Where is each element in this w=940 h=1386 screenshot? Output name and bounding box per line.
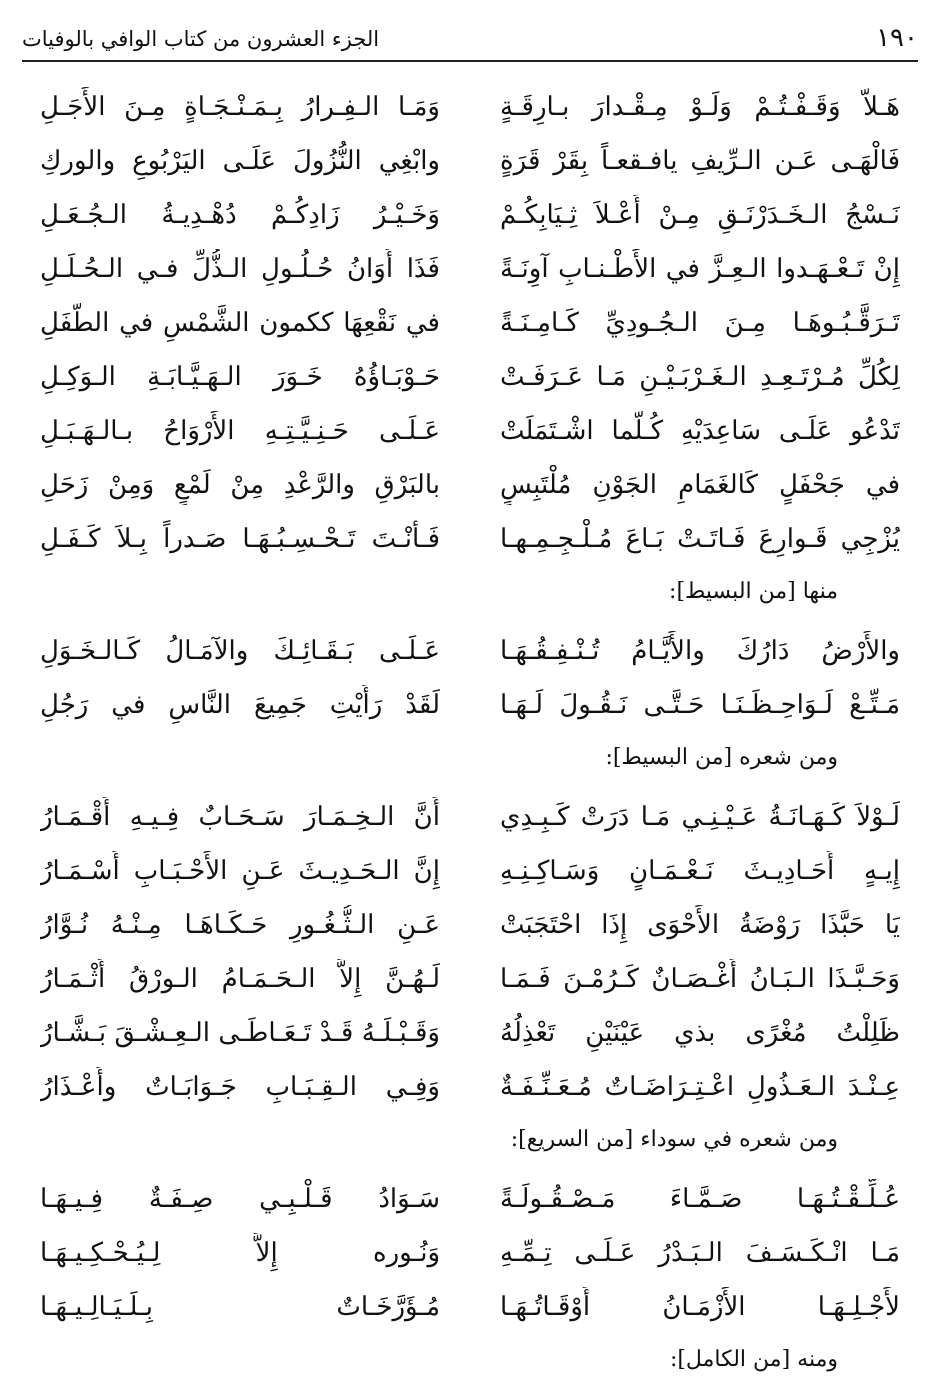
verse-first-hemistich: وَحَـبَّـذَا الـبَـانُ أَغْـصَـانٌ كَـرُمْـنَ فَـمَـا [500,964,900,994]
verse-first-hemistich: إِنْ تَـعْـهَـدوا الـعِـزَّ في الأَطْـنـابِ آوِنَـةً [500,254,900,284]
verse-second-hemistich: عَـلَـى بَـقَـائِـكَ والآمَـالُ كَـالـخَـوَلِ [40,636,440,666]
verse-second-hemistich: حَـوْبَـاؤُهُ خَـوَرَ الـهَـيَّـابَـةِ الـوَكِـلِ [40,362,440,392]
verse-first-hemistich: في جَحْفَلٍ كَالغَمَامِ الجَوْنِ مُلْتَبِسٍ [500,470,900,500]
verse-line [40,1006,900,1060]
verse-first-hemistich: يَا حَبَّذَا رَوْضَةُ الأَحْوَى إِذَا احْتَجَبَتْ [500,910,900,940]
page-header [22,18,918,62]
verse-first-hemistich: تَدْعُو عَلَـى سَاعِدَيْهِ كُـلَّما اشْـتَمَلَتْ [500,416,900,446]
verse-line [40,296,900,350]
verse-line [40,134,900,188]
verse-first-hemistich: والأَرْضُ دَارُكَ والأَيَّـامُ تُـنْـفِـقُـهَـا [500,636,900,666]
verse-line [40,242,900,296]
verse-second-hemistich: عَـلَـى حَـنِـيَّـتِـهِ الأَرْوَاحُ بـالـهَـبَـلِ [40,416,440,446]
verse-second-hemistich: سَـوَادُ قَـلْـبِـي صِـفَـةٌ فِـيـهَـا [40,1184,440,1214]
verse-second-hemistich: لَقَدْ رَأَيْتِ جَمِيعَ النَّاسِ في رَجُلِ [40,690,440,720]
running-title: الجزء العشرون من كتاب الوافي بالوفيات [22,27,380,51]
verse-line [40,624,900,678]
verse-second-hemistich: لَـهُـنَّ إِلاَّ الـحَـمَـامُ الـورْقُ أَثْـمَـارُ [40,964,440,994]
verse-first-hemistich: نَـسْجُ الـخَـدَرْنَـقِ مِـنْ أَعْـلاَ ثِـيَابِكُـمْ [500,200,900,230]
passage-intro: ومن شعره في سوداء [من السريع]: [510,1127,838,1152]
verse-line [40,1172,900,1226]
verse-second-hemistich: وَنُـوره إِلاَّ لِـيُـحْـكِـيـهَـا [40,1238,440,1268]
verse-first-hemistich: لِكُلِّ مُـرْتَـعِـدِ الـغَـرْبَـيْـنِ مَـا عَـرَفَـتْ [500,362,900,392]
verse-first-hemistich: ظَلِلْتُ مُغْرًى بذي عَيْنَيْنِ تَعْذِلُهُ [500,1018,900,1048]
verse-line [40,188,900,242]
verse-line [40,898,900,952]
verse-line [40,404,900,458]
verse-second-hemistich: عَـنِ الـثُّـغُـورِ حَـكَـاهَـا مِـنْـهُ نُـوَّارُ [40,910,440,940]
verse-line [40,512,900,566]
passage-intro: ومنه [من الكامل]: [669,1347,838,1372]
verse-second-hemistich: في نَقْعِهَا ككمون الشَّمْسِ في الطَّفَلِ [40,308,440,338]
verse-line [40,1280,900,1334]
verse-first-hemistich: عِـنْـدَ الـعَـذُولِ اعْـتِـرَاضَـاتٌ مُـعَـنِّـفَـةٌ [500,1072,900,1102]
verse-line [40,350,900,404]
verse-second-hemistich: وَفِـي الـقِـبَـابِ جَـوَابَـاتٌ وأَعْـذَارُ [40,1072,440,1102]
page-number: ١٩٠ [876,23,918,53]
verse-second-hemistich: وَقَـبْـلَـهُ قَـدْ تَـعَـاطَـى الـعِـشْـقَ بَـشَّـارُ [40,1018,440,1048]
verse-first-hemistich: إِيـهٍ أَحَـادِيـثَ نَـعْـمَـانٍ وَسَـاكِـنِـهِ [500,856,900,886]
verse-second-hemistich: وَمَـا الـفِـرارُ بِـمَـنْـجَـاةٍ مِـنَ الأَجَـلِ [40,92,440,122]
verse-second-hemistich: وَخَـيْـرُ زَادِكُـمْ دُهْـدِيـةُ الـجُـعَـلِ [40,200,440,230]
page-body [40,80,900,1386]
verse-second-hemistich: بالبَرْقِ والرَّعْدِ مِنْ لَمْعٍ وَمِنْ زَحَلِ [40,470,440,500]
passage-intro: منها [من البسيط]: [669,579,838,604]
verse-first-hemistich: مَـتِّـعْ لَـوَاحِـظَـنَـا حَـتَّـى نَـقُـولَ لَـهَـا [500,690,900,720]
verse-line [40,952,900,1006]
verse-first-hemistich: عُـلِّـقْـتُـهَـا صَـمَّـاءَ مَـصْـقُـولَـةً [500,1184,900,1214]
verse-first-hemistich: فَالْهَـى عَـن الـرِّيفِ يافـقعـاً بِقَرْ قَرَةٍ [500,146,900,176]
verse-first-hemistich: يُزْجِي قَـوارِعَ فَـاتَـتْ بَـاعَ مُـلْـجِـمِـهـا [500,524,900,554]
verse-second-hemistich: فَذَا أَوَانُ حُـلُـولِ الـذُّلِّ فـي الـحُـلَـلِ [40,254,440,284]
verse-line [40,80,900,134]
verse-line [40,458,900,512]
passage-intro: ومن شعره [من البسيط]: [605,745,838,770]
verse-line [40,1226,900,1280]
verse-line [40,790,900,844]
verse-second-hemistich: أَنَّ الـخِـمَـارَ سَـحَـابٌ فِـيـهِ أَقْـمَـارُ [40,802,440,832]
verse-second-hemistich: فَـأَنْـتَ تَـحْـسِـبُـهَـا صَـدراً بِـلاَ كَـفَـلِ [40,524,440,554]
verse-line [40,1060,900,1114]
verse-first-hemistich: مَـا انْـكَـسَـفَ الـبَـدْرُ عَـلَـى تِـمِّـهِ [500,1238,900,1268]
verse-first-hemistich: تَـرَقَّـبُـوهَـا مِـنَ الـجُـودِيِّ كَـامِـنَـةً [500,308,900,338]
verse-first-hemistich: لأَجْـلِـهَـا الأَزْمَـانُ أَوْقَـاتُـهَـا [500,1292,900,1322]
verse-line [40,844,900,898]
verse-second-hemistich: وابْغِي النُّزُولَ عَلَـى اليَرْبُوعِ والوركِ [40,146,440,176]
verse-first-hemistich: هَـلاّ وَقَـفْـتُـمْ وَلَـوْ مِـقْـدارَ بـارِقَـةٍ [500,92,900,122]
verse-first-hemistich: لَـوْلاَ كَـهَـانَـةُ عَـيْـنِـي مَـا دَرَتْ كَـبِـدِي [500,802,900,832]
verse-second-hemistich: إِنَّ الـحَـدِيـثَ عَـنِ الأَحْـبَـابِ أَسْـمَـارُ [40,856,440,886]
verse-second-hemistich: مُـؤَرَّخَـاتٌ بِـلَـيَـالِـيـهَـا [40,1292,440,1322]
verse-line [40,678,900,732]
header-rule [22,60,918,62]
